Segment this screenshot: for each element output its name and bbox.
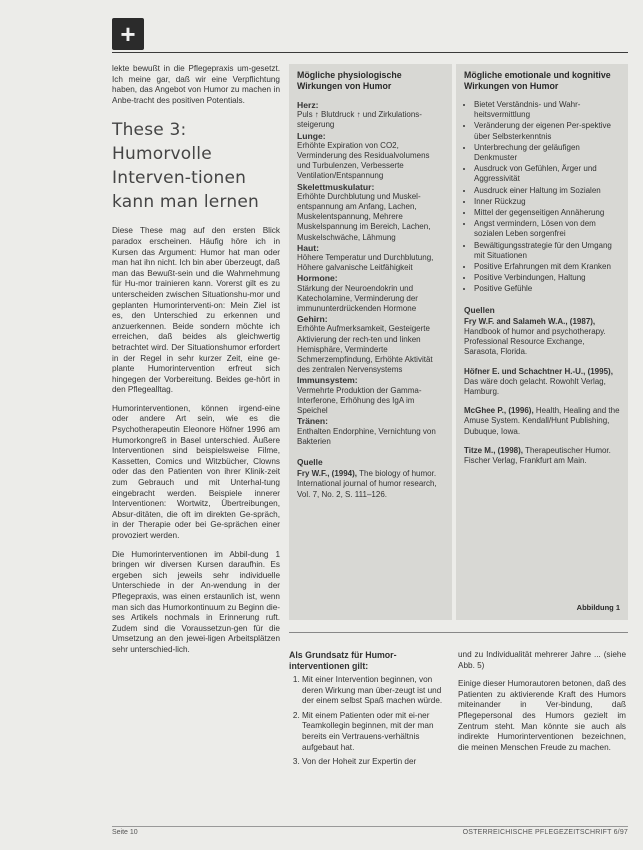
left-paragraph-3: Humorinterventionen, können irgend-eine oder andere Art sein, wie es die Psychotherapeutin Eleonore Höfner 1996 am Humorkongreß in Basel unterschied. Äußere Interventionen sind beispielsweise Filme, Kassetten, Comics und Witzbücher, Clowns oder das den Patienten von ihrer Klinik-zeit zum Gebrauch und mit Unterhal-tung eingebracht werden. Beispiele innerer Interventionen: Wortwitz, Übertreibungen, Absur-ditäten, die oft im direkten Ge-spräch, in der Therapie oder bei Ge-sprächen einer provoziert werden.	[112, 403, 280, 540]
phys-source-label: Quelle	[297, 456, 323, 467]
phys-box-title: Mögliche physiologische Wirkungen von Humor	[297, 70, 402, 91]
left-paragraph-4: Die Humorinterventionen im Abbil-dung 1 bringen wir diversen Kursen daraufhin. Es ergeben sich jeweils sehr individuelle Unterschiede in der An-wendung in der Pflegepraxis, was einen erstaunlich ist, wenn man sich das Humorkontinuum zu Beginn die-ses Artikels nochmals in Erinnerung ruft. Zudem sind die Voraussetzun-gen für die Umsetzung an den jewei-ligen Arbeitsplätzen sehr unterschied-lich.	[112, 549, 280, 654]
section-divider	[289, 632, 628, 633]
emo-source	[464, 406, 620, 437]
emotional-effects-box	[456, 64, 628, 620]
phys-section-text: Stärkung der Neuroendokrin und Katecholamine, Verminderung der immununterdrückenden Hormone	[297, 283, 418, 314]
emo-bullet: • Positive Erfahrungen mit dem Kranken	[474, 262, 620, 272]
phys-section-text: Erhöhte Expiration von CO2, Verminderung des Residualvolumens und Turbulenzen, Verbesserte Ventilation/Entspannung	[297, 140, 430, 181]
phys-section	[297, 416, 444, 447]
principle-item: 3. Von der Hoheit zur Expertin der	[302, 757, 449, 768]
phys-section	[297, 100, 444, 131]
header-rule	[112, 52, 628, 53]
phys-source-author: Fry W.F., (1994),	[297, 469, 358, 479]
phys-section-head: Lunge:	[297, 130, 326, 141]
phys-source	[297, 469, 444, 500]
left-paragraph-2: Diese These mag auf den ersten Blick paradox erscheinen. Häufig höre ich in Kursen das Argument: Humor hat man oder man hat ihn nicht. Ich bin aber überzeugt, daß man das Bewußt-sein und die Wahrnehmung für Hu-mor trainieren kann. Vorerst gilt es zu unterscheiden zwischen Situationshu-mor und geplanten Humorinterventi-on: Mein Ziel ist es, den Unterschied zu erkennen und anzuerkennen. Beide sondern möchte ich erreichen, daß beides als gleichwertig betrachtet wird. Der Situationshumor erfordert in der Regel in sehr kurzer Zeit, eine ge-plante Humorintervention erfreut sich hingegen der Vorbereitung. Beides ge-hört in den Pflegealltag.	[112, 226, 280, 395]
phys-section	[297, 131, 444, 182]
emo-bullet: • Positive Verbindungen, Haltung	[474, 273, 620, 283]
logo-glyph: +	[120, 19, 136, 49]
phys-section-head: Hormone:	[297, 273, 338, 284]
phys-section-text: Puls ↑ Blutdruck ↑ und Zirkulations-steigerung	[297, 110, 422, 130]
emo-bullet: • Mittel der gegenseitigen Annäherung	[474, 208, 620, 218]
left-paragraph-1: lekte bewußt in die Pflegepraxis um-gesetzt. Ich meine gar, daß wir eine Verpflichtung haben, das Angebot von Humor zu machen in Anbe-tracht des positiven Potentials.	[112, 64, 280, 105]
emo-source-author: Fry W.F. and Salameh W.A., (1987),	[464, 316, 596, 326]
physiological-effects-box	[289, 64, 452, 620]
emo-bullet: • Inner Rückzug	[474, 197, 620, 207]
phys-section-text: Vermehrte Produktion der Gamma-Interferone, Erhöhung des IgA im Speichel	[297, 385, 422, 416]
emo-source-text: Health, Healing and the Amuse System. Kendall/Hunt Publishing, Dubuque, Iowa.	[464, 406, 620, 436]
emo-bullet: • Veränderung der eigenen Per-spektive über Selbsterkenntnis	[474, 121, 620, 141]
phys-section-head: Tränen:	[297, 416, 329, 427]
phys-section-text: Höhere Temperatur und Durchblutung, Höhere galvanische Leitfähigkeit	[297, 253, 434, 273]
emo-bullet: • Ausdruck einer Haltung im Sozialen	[474, 186, 620, 196]
emo-bullet: • Positive Gefühle	[474, 284, 620, 294]
emo-source	[464, 367, 620, 398]
right-paragraph-2: Einige dieser Humorautoren betonen, daß des Patienten zu aktivierende Kraft des Humors miteinander in Ver-bindung, daß Pflegepersonal des Humors gezielt im Zentrum steht. Man könnte sie auch als indirekte Humorinterventionen bezeichnen, die meinen Menschen Freude zu machen.	[458, 679, 626, 752]
phys-section-text: Enthalten Endorphine, Vernichtung von Bakterien	[297, 426, 436, 446]
phys-section-head: Haut:	[297, 242, 319, 253]
emo-source-text: Therapeutischer Humor. Fischer Verlag, Frankfurt am Main.	[464, 445, 611, 466]
middle-column	[289, 650, 449, 772]
emo-source-label: Quellen	[464, 304, 495, 315]
emo-bullet: • Bewältigungsstrategie für den Umgang mit Situationen	[474, 241, 620, 261]
emo-source-author: McGhee P., (1996),	[464, 406, 534, 416]
right-paragraph-1: und zu Individualität mehrerer Jahre ... (siehe Abb. 5)	[458, 650, 626, 670]
cross-logo-icon	[112, 18, 144, 50]
phys-section	[297, 314, 444, 375]
emo-source	[464, 446, 620, 466]
emo-bullet-list	[464, 100, 620, 295]
emo-box-title: Mögliche emotionale und kognitive Wirkungen von Humor	[464, 70, 611, 91]
phys-section-head: Skelettmuskulatur:	[297, 181, 375, 192]
page-number: Seite 10	[112, 829, 138, 836]
phys-section-head: Immunsystem:	[297, 375, 358, 386]
emo-source-author: Titze M., (1998),	[464, 445, 523, 455]
emo-bullet: • Unterbrechung der geläufigen Denkmuster	[474, 143, 620, 163]
phys-section	[297, 243, 444, 274]
principles-list	[289, 675, 449, 768]
phys-section-head: Herz:	[297, 100, 319, 110]
emo-source-author: Höfner E. und Schachtner H.-U., (1995),	[464, 366, 613, 376]
figure-label: Abbildung 1	[576, 603, 620, 612]
principle-item: 2. Mit einem Patienten oder mit ei-ner Teamkollegin beginnen, mit der man bereits ein Vertrauens-verhältnis aufgebaut hat.	[302, 711, 449, 753]
phys-source-text: The biology of humor. International journal of humor research, Vol. 7, No. 2, S. 111–126.	[297, 469, 437, 499]
phys-section-head: Gehirn:	[297, 314, 328, 325]
principle-item: 1. Mit einer Intervention beginnen, von deren Wirkung man über-zeugt ist und der einem selbst Spaß machen würde.	[302, 675, 449, 707]
phys-section	[297, 182, 444, 243]
phys-section-text: Erhöhte Durchblutung und Muskel-entspannung am Anfang, Lachen, Muskelentspannung, Mehrere Muskelspannung im Bereich, Lachen, Muskelschwäche, Lähmung	[297, 191, 431, 242]
left-column	[112, 64, 280, 664]
emo-source-text: Das wäre doch gelacht. Rowohlt Verlag, Hamburg.	[464, 376, 606, 397]
emo-bullet: • Bietet Verständnis- und Wahr-heitsvermittlung	[474, 100, 620, 120]
section-heading: These 3: Humorvolle Interven-tionen kann man lernen	[112, 120, 259, 213]
phys-section-text: Erhöhte Aufmerksamkeit, Gesteigerte Aktivierung der rech-ten und linken Hemisphäre, Verminderte Schmerzempfindung, Erhöhte Aktivität des zentralen Nervensystems	[297, 324, 433, 375]
phys-section	[297, 273, 444, 314]
emo-bullet: • Angst vermindern, Lösen von dem sozialen Leben sorgenfrei	[474, 219, 620, 239]
principles-title: Als Grundsatz für Humor-interventionen gilt:	[289, 650, 397, 671]
journal-name: OSTERREICHISCHE PFLEGEZEITSCHRIFT 6/97	[462, 829, 628, 836]
phys-section	[297, 375, 444, 416]
emo-bullet: • Ausdruck von Gefühlen, Ärger und Aggressivität	[474, 164, 620, 184]
right-column	[458, 650, 626, 761]
emo-source	[464, 317, 620, 358]
emo-source-text: Handbook of humor and psychotherapy. Professional Resource Exchange, Sarasota, Florida.	[464, 327, 606, 357]
footer-rule	[112, 826, 628, 827]
